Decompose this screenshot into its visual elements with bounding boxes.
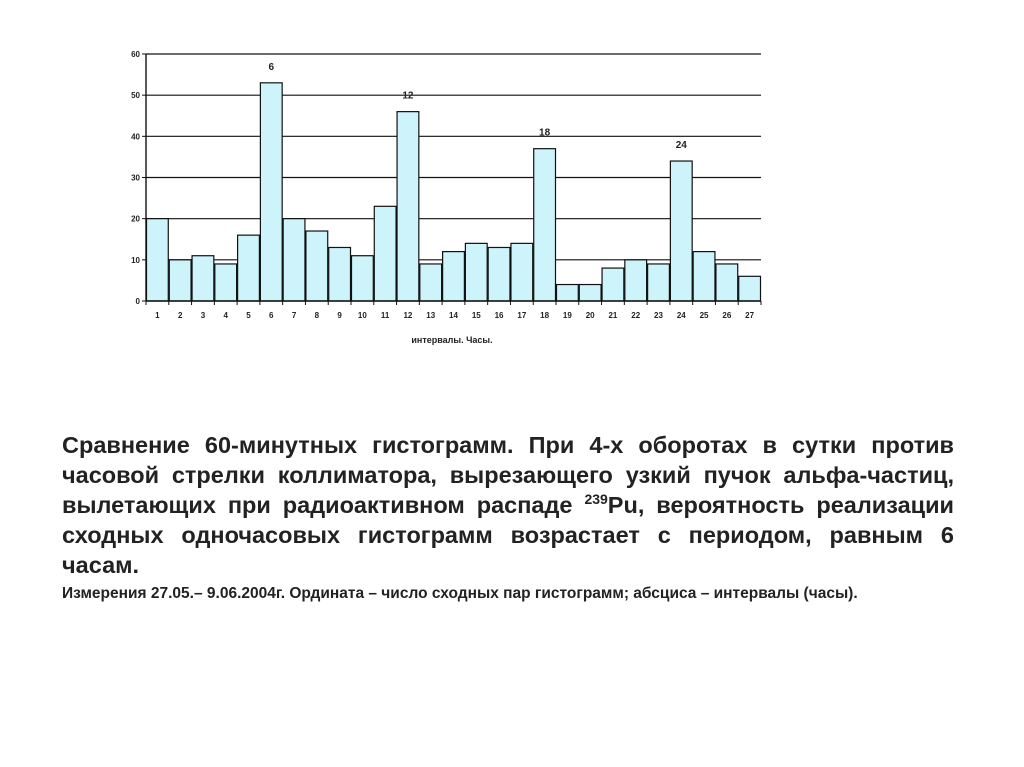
x-tick-label: 4 <box>223 311 228 320</box>
x-tick-label: 27 <box>745 311 755 320</box>
bar-13 <box>420 264 442 301</box>
y-tick-label: 0 <box>135 297 140 306</box>
x-tick-label: 15 <box>471 311 481 320</box>
histogram-chart <box>0 0 1024 380</box>
bar-1 <box>147 219 169 301</box>
x-tick-label: 6 <box>269 311 274 320</box>
caption-main-after: , вероятность реализации сходных одночасовых гистограмм возрастает с периодом, равным 6 часам. <box>62 492 954 578</box>
isotope-mass-number: 239 <box>584 491 608 508</box>
bar-3 <box>192 256 214 301</box>
bar-8 <box>306 231 328 301</box>
x-tick-label: 25 <box>699 311 709 320</box>
peak-annotation: 24 <box>675 140 687 152</box>
caption <box>62 430 954 604</box>
bar-2 <box>169 260 191 301</box>
x-tick-label: 11 <box>380 311 390 320</box>
bar-24 <box>670 161 692 301</box>
y-tick-label: 30 <box>131 173 140 183</box>
bar-7 <box>283 219 305 301</box>
bar-15 <box>465 243 487 301</box>
y-tick-label: 60 <box>131 50 140 59</box>
x-tick-label: 10 <box>357 311 367 320</box>
bar-23 <box>648 264 670 301</box>
x-tick-label: 17 <box>517 311 527 320</box>
bar-4 <box>215 264 237 301</box>
bar-10 <box>352 256 374 301</box>
x-tick-label: 2 <box>177 311 183 320</box>
x-tick-label: 5 <box>246 311 251 320</box>
bar-6 <box>260 83 282 301</box>
x-tick-label: 21 <box>608 311 618 320</box>
x-tick-label: 7 <box>291 311 297 320</box>
x-tick-label: 23 <box>654 311 663 320</box>
y-tick-label: 40 <box>131 132 140 142</box>
peak-annotation: 18 <box>539 127 551 139</box>
bar-17 <box>511 243 533 301</box>
bar-22 <box>625 260 647 301</box>
caption-main <box>62 430 954 580</box>
x-tick-label: 24 <box>676 311 686 320</box>
bar-25 <box>693 252 715 301</box>
x-tick-label: 9 <box>337 311 342 320</box>
y-tick-label: 50 <box>131 91 140 101</box>
caption-sub: Измерения 27.05.– 9.06.2004г. Ордината – число сходных пар гистограмм; абсциса – интервалы (часы). <box>62 585 858 602</box>
x-tick-label: 16 <box>494 311 504 320</box>
grid-lines <box>146 54 761 260</box>
y-tick-label: 20 <box>131 214 140 224</box>
peak-annotations <box>268 62 687 151</box>
bar-27 <box>739 276 761 301</box>
bar-18 <box>534 149 556 301</box>
chart-svg <box>0 0 1024 380</box>
bar-14 <box>443 252 465 301</box>
x-axis-label: интервалы. Часы. <box>411 335 493 345</box>
bar-21 <box>602 268 624 301</box>
x-tick-label: 1 <box>155 311 160 320</box>
y-tick-label: 10 <box>131 255 140 265</box>
x-tick-label: 18 <box>540 311 550 320</box>
x-tick-label: 8 <box>314 311 320 320</box>
bar-11 <box>374 206 396 301</box>
x-tick-label: 22 <box>631 311 641 320</box>
x-tick-label: 19 <box>562 311 572 320</box>
x-tick-label: 13 <box>426 311 436 320</box>
caption-main-before: Сравнение 60-минутных гистограмм. При 4-х оборотах в сутки против часовой стрелки коллиматора, вырезающего узкий пучок альфа-частиц, вылетающих при радиоактивном распаде <box>62 432 954 518</box>
x-tick-label: 12 <box>403 311 413 320</box>
bar-9 <box>329 247 351 301</box>
bar-19 <box>557 285 579 301</box>
x-tick-label: 20 <box>585 311 595 320</box>
bar-16 <box>488 247 510 301</box>
bar-12 <box>397 112 419 301</box>
bar-5 <box>238 235 260 301</box>
bar-20 <box>579 285 601 301</box>
x-tick-label: 3 <box>200 311 206 320</box>
x-tick-label: 14 <box>449 311 458 320</box>
bar-26 <box>716 264 738 301</box>
peak-annotation: 12 <box>402 90 414 102</box>
x-tick-label: 26 <box>722 311 732 320</box>
isotope-symbol: Pu <box>607 492 638 518</box>
bars <box>147 83 761 301</box>
peak-annotation: 6 <box>268 61 275 73</box>
